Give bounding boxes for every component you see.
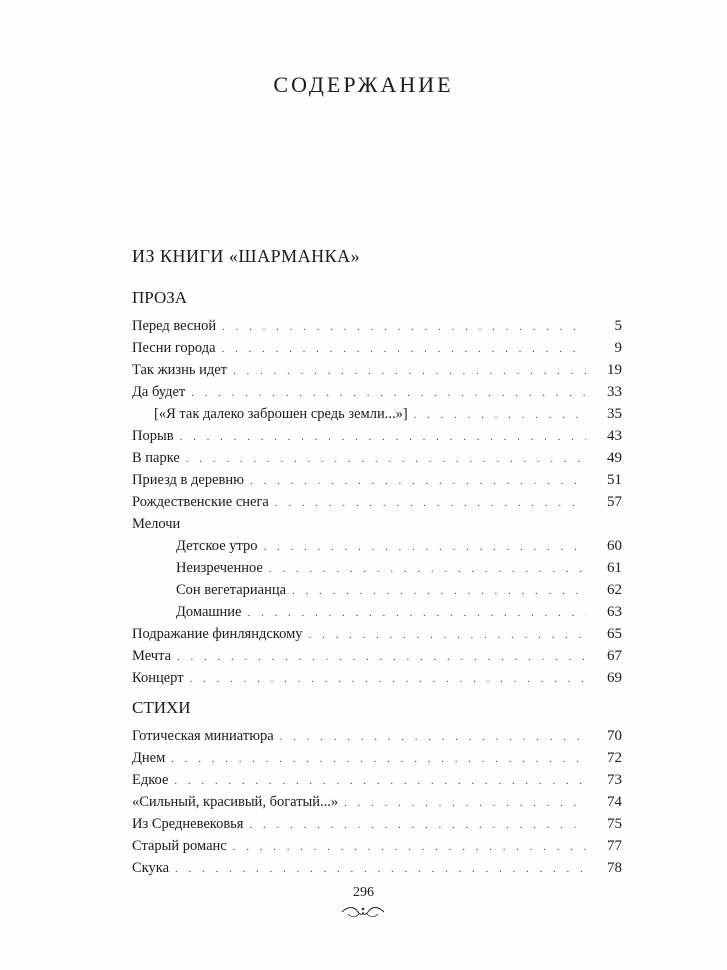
toc-entry[interactable] xyxy=(132,538,622,560)
toc-entry[interactable] xyxy=(132,648,622,670)
leader-dots xyxy=(174,775,586,787)
toc-entry-page: 9 xyxy=(614,340,622,356)
toc-entry-page: 65 xyxy=(607,626,622,642)
section-heading: ПРОЗА xyxy=(132,288,188,307)
toc-entry-page: 78 xyxy=(607,860,622,876)
page-number: 296 xyxy=(353,885,374,900)
toc-entry[interactable] xyxy=(132,318,622,340)
toc-entry-page: 5 xyxy=(614,318,622,334)
book-title: ИЗ КНИГИ «ШАРМАНКА» xyxy=(132,246,361,266)
toc-entry-page: 77 xyxy=(607,838,622,854)
leader-dots xyxy=(414,409,586,421)
toc-entry-title: Концерт xyxy=(132,670,184,686)
toc-entry-page: 75 xyxy=(607,816,622,832)
toc-entry-title: Перед весной xyxy=(132,318,217,334)
toc-entry-title: Из Средневековья xyxy=(132,816,244,832)
toc-entry-title: Так жизнь идет xyxy=(132,362,228,378)
toc-entry-page: 73 xyxy=(607,772,622,788)
toc-entry[interactable] xyxy=(132,362,622,384)
leader-dots xyxy=(248,607,587,619)
toc-list xyxy=(132,318,622,692)
leader-dots xyxy=(269,563,586,575)
toc-entry-page: 19 xyxy=(607,362,622,378)
toc-entry-title: Старый романс xyxy=(132,838,227,854)
section-prose xyxy=(132,288,622,692)
toc-entry-page: 67 xyxy=(607,648,622,664)
toc-entry-title: Мечта xyxy=(132,648,172,664)
toc-entry-title: Подражание финляндскому xyxy=(132,626,303,642)
toc-entry-title: «Сильный, красивый, богатый...» xyxy=(132,794,339,810)
section-heading: СТИХИ xyxy=(132,698,191,717)
toc-entry[interactable] xyxy=(132,860,622,882)
leader-dots xyxy=(233,841,586,853)
toc-entry[interactable] xyxy=(132,670,622,692)
leader-dots xyxy=(177,651,586,663)
toc-entry-title: Порыв xyxy=(132,428,174,444)
leader-dots xyxy=(309,629,586,641)
leader-dots xyxy=(222,321,586,333)
leader-dots xyxy=(191,387,586,399)
toc-entry-page: 70 xyxy=(607,728,622,744)
toc-entry-title: Днем xyxy=(132,750,166,766)
toc-entry[interactable] xyxy=(132,604,622,626)
leader-dots xyxy=(292,585,586,597)
toc-entry-title: Едкое xyxy=(132,772,169,788)
toc-entry[interactable] xyxy=(132,560,622,582)
toc-entry[interactable] xyxy=(132,816,622,838)
toc-entry-page: 69 xyxy=(607,670,622,686)
toc-entry-page: 63 xyxy=(607,604,622,620)
toc-entry[interactable] xyxy=(132,772,622,794)
leader-dots xyxy=(275,497,586,509)
toc-entry[interactable] xyxy=(132,494,622,516)
toc-entry[interactable] xyxy=(132,750,622,772)
toc-entry-page: 35 xyxy=(607,406,622,422)
toc-entry-title: [«Я так далеко заброшен средь земли...»] xyxy=(154,406,408,422)
toc-entry-page: 60 xyxy=(607,538,622,554)
toc-entry[interactable] xyxy=(132,384,622,406)
toc-entry[interactable] xyxy=(132,626,622,648)
toc-entry-title: Детское утро xyxy=(176,538,258,554)
toc-entry-page: 62 xyxy=(607,582,622,598)
toc-entry-title: Песни города xyxy=(132,340,216,356)
toc-entry-page: 74 xyxy=(607,794,622,810)
leader-dots xyxy=(175,863,586,875)
toc-entry-title: Скука xyxy=(132,860,170,876)
leader-dots xyxy=(264,541,586,553)
toc-entry-title: Мелочи xyxy=(132,516,181,532)
toc-entry[interactable] xyxy=(132,728,622,750)
toc-group-heading xyxy=(132,516,622,538)
toc-entry-title: Да будет xyxy=(132,384,186,400)
toc-entry-page: 57 xyxy=(607,494,622,510)
toc-entry-page: 49 xyxy=(607,450,622,466)
leader-dots xyxy=(190,673,586,685)
toc-entry-page: 33 xyxy=(607,384,622,400)
leader-dots xyxy=(180,431,586,443)
toc-entry-title: В парке xyxy=(132,450,180,466)
toc-entry-page: 43 xyxy=(607,428,622,444)
toc-entry-page: 51 xyxy=(607,472,622,488)
toc-entry-title: Приезд в деревню xyxy=(132,472,244,488)
toc-entry[interactable] xyxy=(132,450,622,472)
leader-dots xyxy=(171,753,586,765)
leader-dots xyxy=(280,731,586,743)
page-title: СОДЕРЖАНИЕ xyxy=(273,72,454,97)
toc-entry-title: Готическая миниатюра xyxy=(132,728,274,744)
toc-entry[interactable] xyxy=(132,406,622,428)
toc-entry[interactable] xyxy=(132,794,622,816)
toc-entry-page: 72 xyxy=(607,750,622,766)
leader-dots xyxy=(249,819,586,831)
flourish-ornament-icon xyxy=(340,905,386,919)
leader-dots xyxy=(233,365,586,377)
toc-entry[interactable] xyxy=(132,838,622,860)
toc-entry[interactable] xyxy=(132,582,622,604)
toc-list xyxy=(132,728,622,882)
leader-dots xyxy=(186,453,586,465)
toc-entry-title: Сон вегетарианца xyxy=(176,582,287,598)
toc-entry[interactable] xyxy=(132,428,622,450)
leader-dots xyxy=(222,343,586,355)
leader-dots xyxy=(250,475,586,487)
toc-entry-title: Домашние xyxy=(176,604,242,620)
toc-entry[interactable] xyxy=(132,340,622,362)
toc-entry-title: Рождественские снега xyxy=(132,494,269,510)
toc-entry[interactable] xyxy=(132,472,622,494)
toc-entry-page: 61 xyxy=(607,560,622,576)
section-poems xyxy=(132,698,622,882)
leader-dots xyxy=(344,797,586,809)
toc-entry-title: Неизреченное xyxy=(176,560,263,576)
